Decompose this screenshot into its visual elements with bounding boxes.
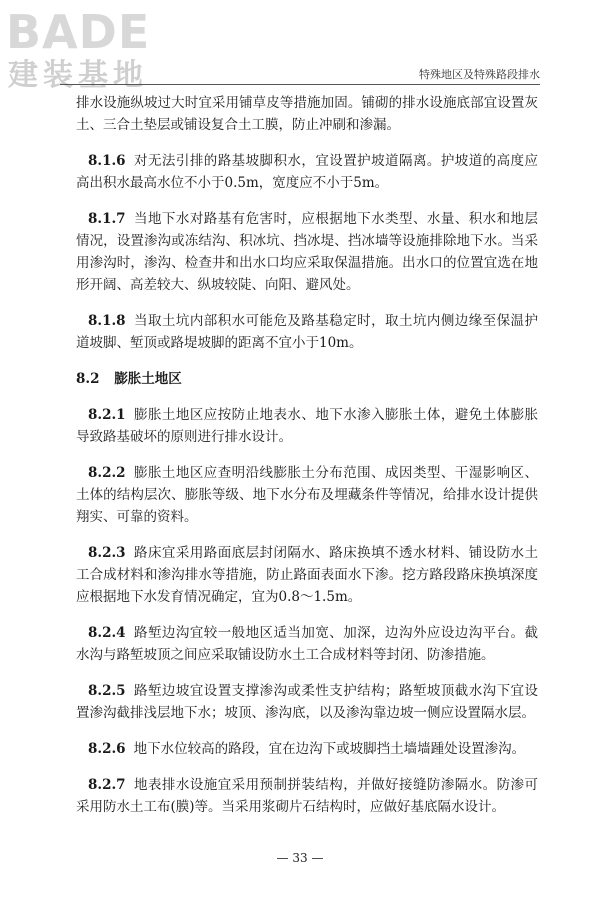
clause-text: 路堑边沟宜较一般地区适当加宽、加深，边沟外应设边沟平台。截水沟与路堑坡顶之间应采取铺设防水土工合成材料等封闭、防渗措施。 [76,625,538,663]
clause-number: 8.2.1 [88,407,126,423]
clauses-8-1 [76,150,538,354]
clause-text: 地表排水设施宜采用预制拼装结构，并做好接缝防渗隔水。防渗可采用防水土工布(膜)等。当采用浆砌片石结构时，应做好基底隔水设计。 [76,777,538,815]
clause-paragraph [76,310,538,354]
section-heading [76,368,538,390]
clause-number: 8.1.8 [88,313,126,329]
clause-text: 当地下水对路基有危害时，应根据地下水类型、水量、积水和地层情况，设置渗沟或冻结沟、积冰坑、挡冰堤、挡冰墙等设施排除地下水。当采用渗沟时，渗沟、检查井和出水口均应采取保温措施。出水口的位置宜选在地形开阔、高差较大、纵坡较陡、向阳、避风处。 [76,211,538,293]
clause-number: 8.1.6 [88,153,126,169]
section-title: 膨胀土地区 [114,371,182,387]
clause-paragraph [76,542,538,608]
header-rule [60,84,540,85]
section-number: 8.2 [76,371,100,387]
clause-paragraph [76,404,538,448]
clause-text: 膨胀土地区应查明沿线膨胀土分布范围、成因类型、干湿影响区、土体的结构层次、膨胀等级、地下水分布及埋藏条件等情况，给排水设计提供翔实、可靠的资料。 [76,465,538,525]
clause-text: 当取土坑内部积水可能危及路基稳定时，取土坑内侧边缘至保温护道坡脚、堑顶或路堤坡脚的距离不宜小于10m。 [76,313,538,351]
bade-logo [6,6,181,96]
logo-subtitle: 建装基地 [8,58,148,93]
clause-number: 8.2.3 [88,545,126,561]
clause-text: 路堑边坡宜设置支撑渗沟或柔性支护结构；路堑坡顶截水沟下宜设置渗沟截排浅层地下水；坡顶、渗沟底，以及渗沟靠边坡一侧应设置隔水层。 [76,683,538,721]
clause-number: 8.2.7 [88,777,126,793]
clause-paragraph [76,622,538,666]
clause-text: 路床宜采用路面底层封闭隔水、路床换填不透水材料、铺设防水土工合成材料和渗沟排水等措施，防止路面表面水下渗。挖方路段路床换填深度应根据地下水发育情况确定，宜为0.8～1.5m。 [76,545,538,605]
clause-paragraph [76,774,538,818]
clause-text: 膨胀土地区应按防止地表水、地下水渗入膨胀土体，避免土体膨胀导致路基破坏的原则进行排水设计。 [76,407,538,445]
continued-paragraph: 排水设施纵坡过大时宜采用铺草皮等措施加固。铺砌的排水设施底部宜设置灰土、三合土垫层或铺设复合土工膜，防止冲刷和渗漏。 [76,95,538,133]
clause-paragraph [76,462,538,528]
clause-number: 8.2.2 [88,465,126,481]
clause-number: 8.1.7 [88,211,126,227]
clause-number: 8.2.4 [88,625,126,641]
running-head: 特殊地区及特殊路段排水 [419,68,540,81]
page-number: — 33 — [276,851,324,865]
clauses-8-2 [76,404,538,818]
clause-paragraph [76,150,538,194]
clause-number: 8.2.5 [88,683,126,699]
clause-paragraph [76,738,538,760]
clause-paragraph [76,208,538,296]
clause-text: 地下水位较高的路段，宜在边沟下或坡脚挡土墙墙踵处设置渗沟。 [133,741,526,757]
logo-wordmark: BADE [6,5,151,59]
page-body [76,92,538,832]
clause-text: 对无法引排的路基坡脚积水，宜设置护坡道隔离。护坡道的高度应高出积水最高水位不小于0.5m，宽度应不小于5m。 [76,153,538,191]
clause-number: 8.2.6 [88,741,126,757]
clause-paragraph [76,680,538,724]
